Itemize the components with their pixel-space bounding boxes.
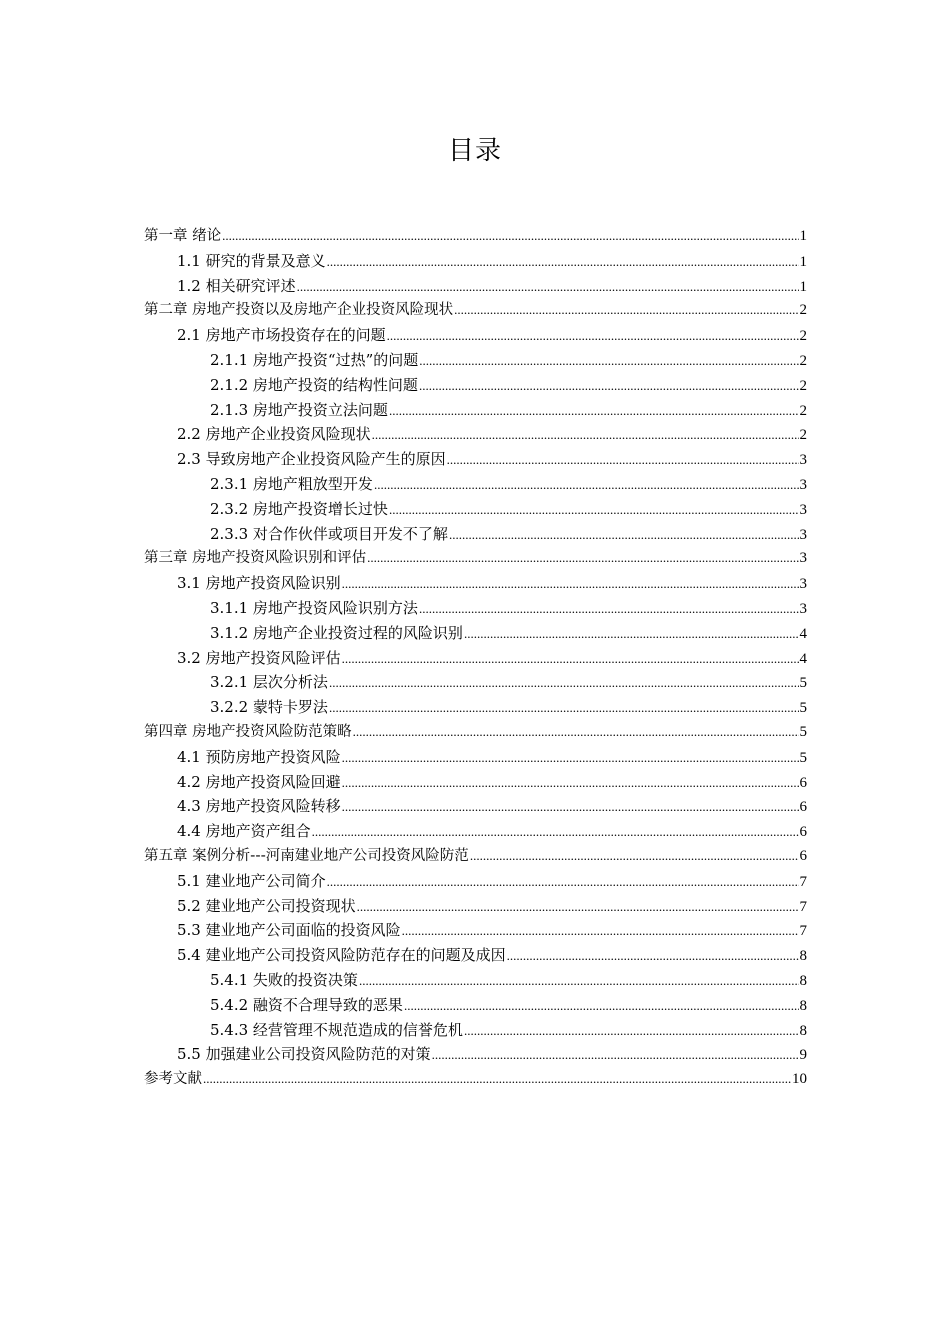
toc-entry-page-number: 1: [799, 278, 807, 295]
toc-entry-page-number: 4: [799, 625, 807, 642]
toc-leader-dots: [402, 919, 799, 944]
toc-entry-label: 1.2 相关研究评述: [177, 276, 296, 295]
toc-leader-dots: [342, 771, 799, 796]
toc-entry-page-number: 7: [799, 898, 807, 915]
toc-leader-dots: [222, 224, 798, 249]
toc-entry[interactable]: [144, 274, 807, 299]
toc-entry-page-number: 6: [799, 799, 807, 816]
toc-entry-label: 2.1 房地产市场投资存在的问题: [177, 326, 386, 345]
toc-entry-label: 第一章 绪论: [144, 228, 222, 244]
toc-leader-dots: [419, 374, 799, 399]
toc-leader-dots: [359, 969, 799, 994]
toc-entry[interactable]: [144, 646, 807, 671]
toc-leader-dots: [342, 795, 799, 820]
toc-entry-page-number: 8: [799, 948, 807, 965]
toc-entry-page-number: 1: [799, 228, 807, 244]
toc-leader-dots: [447, 448, 799, 473]
toc-entry[interactable]: [144, 546, 807, 571]
toc-leader-dots: [342, 572, 799, 597]
toc-entry-page-number: 2: [799, 352, 807, 369]
toc-entry[interactable]: [144, 943, 807, 968]
toc-leader-dots: [372, 423, 799, 448]
toc-entry-label: 第三章 房地产投资风险识别和评估: [144, 550, 367, 567]
toc-entry-page-number: 5: [799, 749, 807, 766]
toc-leader-dots: [329, 671, 799, 696]
toc-leader-dots: [367, 546, 798, 571]
toc-leader-dots: [387, 324, 799, 349]
toc-entry[interactable]: [144, 497, 807, 522]
toc-entry-page-number: 8: [799, 972, 807, 989]
toc-entry-label: 2.1.3 房地产投资立法问题: [210, 400, 388, 419]
toc-leader-dots: [342, 746, 799, 771]
toc-entry-page-number: 3: [799, 501, 807, 518]
toc-entry-page-number: 6: [799, 824, 807, 841]
toc-entry-label: 5.2 建业地产公司投资现状: [177, 896, 356, 915]
toc-entry-page-number: 4: [799, 650, 807, 667]
toc-entry-label: 3.2.2 蒙特卡罗法: [210, 698, 328, 717]
toc-entry[interactable]: [144, 869, 807, 894]
toc-entry[interactable]: [144, 224, 807, 249]
toc-entry-label: 5.4 建业地产公司投资风险防范存在的问题及成因: [177, 946, 506, 965]
toc-entry-page-number: 7: [799, 873, 807, 890]
toc-entry-label: 5.4.2 融资不合理导致的恶果: [210, 995, 403, 1014]
toc-entry-label: 2.3.2 房地产投资增长过快: [210, 499, 388, 518]
toc-leader-dots: [464, 622, 799, 647]
toc-entry[interactable]: [144, 770, 807, 795]
toc-entry-page-number: 6: [799, 774, 807, 791]
toc-entry-label: 3.1.2 房地产企业投资过程的风险识别: [210, 623, 463, 642]
toc-entry-page-number: 3: [799, 526, 807, 543]
toc-entry-page-number: 2: [799, 328, 807, 345]
toc-entry-label: 5.3 建业地产公司面临的投资风险: [177, 921, 401, 940]
toc-entry-page-number: 2: [799, 302, 807, 319]
toc-entry[interactable]: [144, 571, 807, 596]
toc-entry-page-number: 7: [799, 923, 807, 940]
toc-leader-dots: [327, 870, 799, 895]
toc-entry-label: 3.1.1 房地产投资风险识别方法: [210, 598, 418, 617]
toc-leader-dots: [404, 994, 799, 1019]
table-of-contents: [144, 224, 807, 1092]
toc-entry[interactable]: [144, 695, 807, 720]
toc-entry[interactable]: [144, 398, 807, 423]
toc-entry-page-number: 3: [799, 476, 807, 493]
toc-entry[interactable]: [144, 249, 807, 274]
toc-entry-label: 5.4.3 经营管理不规范造成的信誉危机: [210, 1020, 463, 1039]
toc-leader-dots: [327, 250, 799, 275]
toc-entry-label: 第二章 房地产投资以及房地产企业投资风险现状: [144, 302, 454, 319]
toc-entry-label: 4.4 房地产资产组合: [177, 822, 311, 841]
toc-entry[interactable]: [144, 1067, 807, 1092]
toc-leader-dots: [470, 844, 799, 869]
toc-entry-label: 5.4.1 失败的投资决策: [210, 970, 358, 989]
toc-leader-dots: [389, 399, 799, 424]
toc-entry[interactable]: [144, 522, 807, 547]
toc-entry-label: 4.1 预防房地产投资风险: [177, 747, 341, 766]
toc-entry-label: 1.1 研究的背景及意义: [177, 251, 326, 270]
toc-entry-page-number: 3: [799, 576, 807, 593]
toc-entry-label: 3.2 房地产投资风险评估: [177, 648, 341, 667]
toc-entry[interactable]: [144, 918, 807, 943]
toc-entry-page-number: 5: [799, 675, 807, 692]
toc-leader-dots: [312, 820, 799, 845]
toc-entry[interactable]: [144, 323, 807, 348]
toc-leader-dots: [389, 498, 799, 523]
toc-entry-label: 5.1 建业地产公司简介: [177, 871, 326, 890]
toc-entry[interactable]: [144, 298, 807, 323]
toc-entry-page-number: 3: [799, 452, 807, 469]
toc-entry-label: 5.5 加强建业公司投资风险防范的对策: [177, 1045, 431, 1064]
toc-entry[interactable]: [144, 447, 807, 472]
toc-entry-page-number: 9: [799, 1047, 807, 1064]
toc-leader-dots: [203, 1067, 791, 1092]
toc-entry[interactable]: [144, 621, 807, 646]
toc-leader-dots: [374, 473, 799, 498]
toc-entry[interactable]: [144, 844, 807, 869]
toc-entry-label: 3.1 房地产投资风险识别: [177, 574, 341, 593]
toc-leader-dots: [432, 1043, 799, 1068]
toc-entry[interactable]: [144, 670, 807, 695]
toc-leader-dots: [329, 696, 799, 721]
toc-entry-page-number: 1: [799, 253, 807, 270]
toc-entry-page-number: 2: [799, 377, 807, 394]
toc-entry[interactable]: [144, 968, 807, 993]
toc-entry-label: 3.2.1 层次分析法: [210, 673, 328, 692]
toc-entry-page-number: 3: [799, 550, 807, 567]
toc-entry-page-number: 10: [792, 1071, 807, 1088]
toc-entry-page-number: 8: [799, 1022, 807, 1039]
toc-entry[interactable]: [144, 422, 807, 447]
toc-entry-page-number: 6: [799, 847, 807, 864]
toc-entry-page-number: 5: [799, 723, 807, 740]
toc-entry-page-number: 2: [799, 402, 807, 419]
toc-leader-dots: [297, 275, 799, 300]
toc-leader-dots: [419, 597, 799, 622]
toc-entry-label: 2.3.1 房地产粗放型开发: [210, 474, 373, 493]
toc-entry[interactable]: [144, 1018, 807, 1043]
toc-entry[interactable]: [144, 819, 807, 844]
toc-leader-dots: [357, 895, 799, 920]
toc-entry[interactable]: [144, 720, 807, 745]
toc-leader-dots: [449, 523, 799, 548]
toc-entry[interactable]: [144, 993, 807, 1018]
toc-entry-label: 第四章 房地产投资风险防范策略: [144, 723, 352, 740]
toc-entry-label: 第五章 案例分析---河南建业地产公司投资风险防范: [144, 847, 469, 864]
toc-entry-label: 2.3 导致房地产企业投资风险产生的原因: [177, 450, 446, 469]
toc-entry[interactable]: [144, 794, 807, 819]
toc-entry-label: 2.1.2 房地产投资的结构性问题: [210, 375, 418, 394]
toc-leader-dots: [464, 1019, 799, 1044]
toc-leader-dots: [342, 647, 799, 672]
toc-entry-page-number: 2: [799, 427, 807, 444]
toc-leader-dots: [353, 720, 799, 745]
toc-entry[interactable]: [144, 894, 807, 919]
toc-title: 目录: [447, 136, 502, 166]
toc-entry[interactable]: [144, 745, 807, 770]
toc-entry-label: 4.2 房地产投资风险回避: [177, 772, 341, 791]
toc-entry-page-number: 5: [799, 700, 807, 717]
toc-entry-label: 2.3.3 对合作伙伴或项目开发不了解: [210, 524, 448, 543]
toc-entry-label: 2.2 房地产企业投资风险现状: [177, 425, 371, 444]
toc-entry-page-number: 8: [799, 997, 807, 1014]
toc-entry[interactable]: [144, 373, 807, 398]
toc-entry[interactable]: [144, 1042, 807, 1067]
toc-entry[interactable]: [144, 596, 807, 621]
toc-leader-dots: [507, 944, 799, 969]
toc-entry-page-number: 3: [799, 600, 807, 617]
toc-leader-dots: [454, 298, 798, 323]
toc-entry[interactable]: [144, 348, 807, 373]
toc-entry-label: 2.1.1 房地产投资“过热”的问题: [210, 350, 419, 369]
toc-entry-label: 4.3 房地产投资风险转移: [177, 797, 341, 816]
toc-entry-label: 参考文献: [144, 1071, 202, 1088]
toc-entry[interactable]: [144, 472, 807, 497]
toc-leader-dots: [419, 349, 798, 374]
